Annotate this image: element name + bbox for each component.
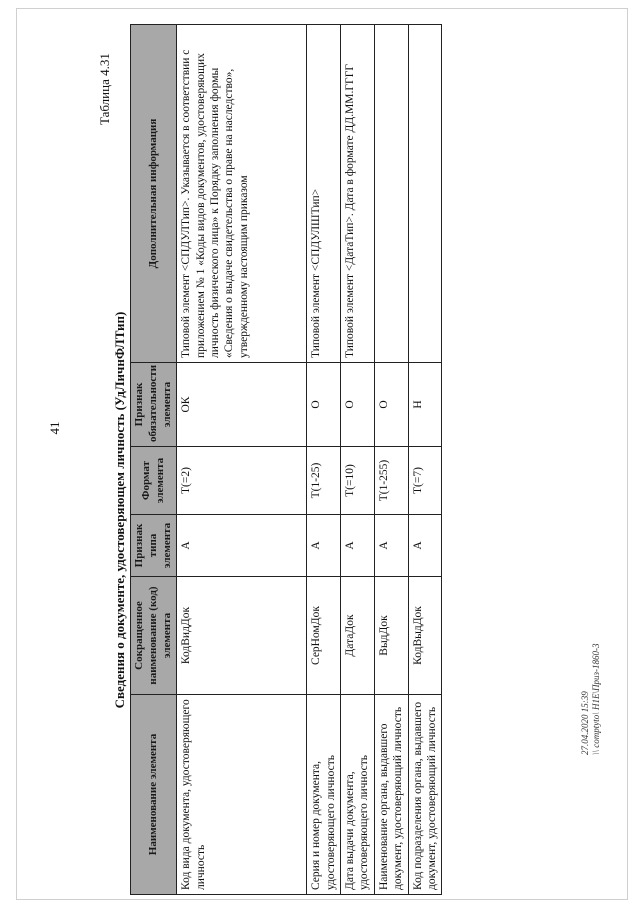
header-info: Дополнительная информация	[131, 25, 177, 363]
elements-table	[130, 24, 442, 895]
print-stamp	[580, 644, 602, 756]
table-header-row	[131, 25, 177, 895]
cell-info	[408, 25, 442, 363]
cell-format: Т(=10)	[341, 447, 375, 515]
cell-type: А	[374, 515, 408, 577]
cell-name: Код подразделения органа, выдавшего документ, удостоверяющий личность	[408, 695, 442, 895]
table-row	[374, 25, 408, 895]
cell-required: О	[341, 363, 375, 447]
cell-code: КодВидДок	[177, 577, 307, 695]
stamp-line-path: \\ comptyto\ Н1Е\Приз-1860-3	[590, 643, 601, 755]
cell-required: О	[374, 363, 408, 447]
cell-required: О	[307, 363, 341, 447]
cell-code: ВыдДок	[374, 577, 408, 695]
cell-format: Т(=7)	[408, 447, 442, 515]
header-format: Формат элемента	[131, 447, 177, 515]
cell-info: Типовой элемент <ДатаТип>. Дата в формате ДД.ММ.ГГГГ	[341, 25, 375, 363]
cell-name: Дата выдачи документа, удостоверяющего личность	[341, 695, 375, 895]
cell-name: Серия и номер документа, удостоверяющего личность	[307, 695, 341, 895]
stamp-line-date: 27.04.2020 15:39	[580, 691, 590, 755]
header-name: Наименование элемента	[131, 695, 177, 895]
table-row	[177, 25, 307, 895]
table-label: Таблица 4.31	[97, 53, 112, 125]
cell-name: Наименование органа, выдавшего документ, удостоверяющий личность	[374, 695, 408, 895]
cell-format: Т(1-255)	[374, 447, 408, 515]
table-row	[307, 25, 341, 895]
cell-code: КодВыдДок	[408, 577, 442, 695]
cell-type: А	[177, 515, 307, 577]
header-required: Признак обязательности элемента	[131, 363, 177, 447]
table-row	[408, 25, 442, 895]
header-code: Сокращенное наименование (код) элемента	[131, 577, 177, 695]
table-title: Сведения о документе, удостоверяющем личность (УдЛичнФЛТип)	[112, 311, 127, 709]
cell-format: Т(=2)	[177, 447, 307, 515]
cell-code: СерНомДок	[307, 577, 341, 695]
cell-info: Типовой элемент <СПДУЛШТип>	[307, 25, 341, 363]
cell-info: Типовой элемент <СПДУЛТип>. Указывается в соответствии с приложением № 1 «Коды видов документов, удостоверяющих личность физического лица» к Порядку заполнения формы «Сведения о выдаче свидетельства о праве на наследство», утвержденному настоящим приказом	[177, 25, 307, 363]
cell-type: А	[341, 515, 375, 577]
cell-type: А	[307, 515, 341, 577]
cell-format: Т(1-25)	[307, 447, 341, 515]
table-row	[341, 25, 375, 895]
page-number: 41	[47, 421, 62, 435]
cell-info	[374, 25, 408, 363]
cell-type: А	[408, 515, 442, 577]
cell-code: ДатаДок	[341, 577, 375, 695]
cell-required: ОК	[177, 363, 307, 447]
cell-required: Н	[408, 363, 442, 447]
cell-name: Код вида документа, удостоверяющего личность	[177, 695, 307, 895]
header-type: Признак типа элемента	[131, 515, 177, 577]
